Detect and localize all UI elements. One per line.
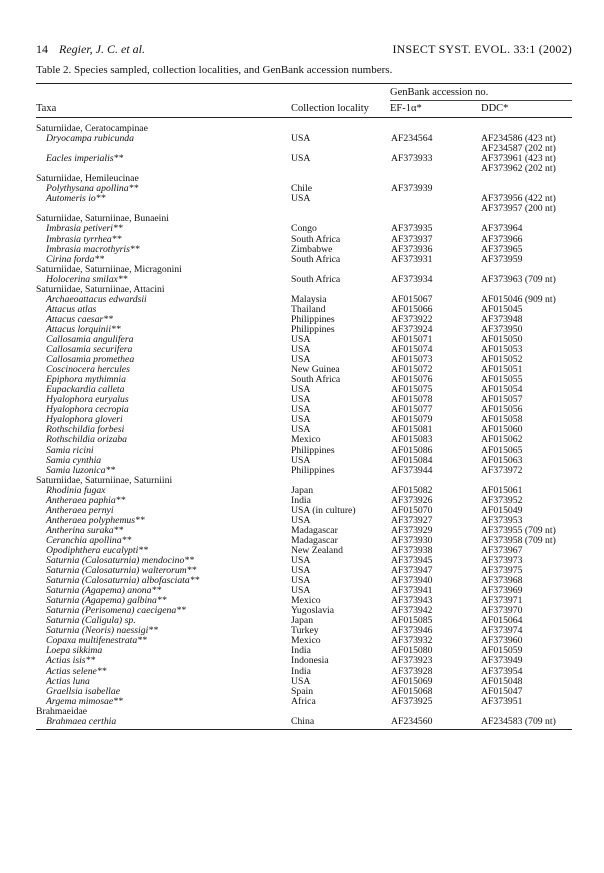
locality-cell: Mexico [291,635,321,647]
ef-accession-cell: AF373937 [391,233,433,245]
ddc-accession-cell: AF015063 [481,454,523,466]
ddc-accession-cell: AF373963 (709 nt) [481,273,556,285]
locality-cell: Philippines [291,464,335,476]
ddc-accession-cell: AF373951 [481,695,523,707]
ef-accession-cell: AF373939 [391,183,433,195]
ef-accession-cell: AF234560 [391,715,433,727]
ef-accession-cell: AF015079 [391,414,433,426]
ddc-accession-cell: AF373974 [481,625,523,637]
taxon-cell: Cirina forda** [46,253,105,265]
ddc-accession-cell: AF015061 [481,484,523,496]
locality-cell: USA [291,384,311,396]
taxon-cell: Polythysana apollina** [46,183,139,195]
locality-cell: USA [291,454,311,466]
locality-cell: USA [291,555,311,567]
ef-accession-cell: AF373946 [391,625,433,637]
ddc-accession-cell: AF015047 [481,685,523,697]
ef-accession-cell: AF373929 [391,524,433,536]
ddc-accession-cell: AF015065 [481,444,523,456]
ef-accession-cell: AF015069 [391,675,433,687]
locality-cell: India [291,494,311,506]
locality-cell: Madagascar [291,534,338,546]
taxon-cell: Callosamia angulifera [46,333,134,345]
column-header-taxa: Taxa [36,103,57,114]
ef-accession-cell: AF373942 [391,605,433,617]
ddc-accession-cell: AF015052 [481,354,523,366]
taxon-cell: Saturnia (Calosaturnia) mendocino** [46,555,194,567]
taxon-cell: Antheraea paphia** [46,494,126,506]
ef-accession-cell [391,164,481,174]
locality-cell: USA [291,133,311,145]
ef-accession-cell: AF015083 [391,434,433,446]
locality-cell: India [291,645,311,657]
locality-cell: USA [291,575,311,587]
ef-accession-cell: AF015071 [391,333,433,345]
taxon-cell: Saturnia (Agapema) anona** [46,585,162,597]
ddc-accession-cell: AF373971 [481,595,523,607]
locality-cell: Philippines [291,313,335,325]
ef-accession-cell: AF234564 [391,133,433,145]
ddc-accession-cell: AF373965 [481,243,523,255]
ddc-accession-cell: AF015055 [481,374,523,386]
locality-cell: USA [291,585,311,597]
locality-cell: Japan [291,615,314,627]
taxon-cell: Opodiphthera eucalypti** [46,544,148,556]
ef-accession-cell: AF373944 [391,464,433,476]
ef-accession-cell [391,204,481,214]
genbank-span-rule [390,100,572,101]
locality-cell: Turkey [291,625,319,637]
locality-cell: USA [291,344,311,356]
ef-accession-cell: AF373935 [391,223,433,235]
taxon-cell: Attacus lorquinii** [46,323,121,335]
group-name-cell: Saturniidae, Hemileucinae [36,173,139,185]
locality-cell: New Guinea [291,364,340,376]
locality-cell: Mexico [291,434,321,446]
ef-accession-cell: AF015074 [391,344,433,356]
ef-accession-cell: AF015085 [391,615,433,627]
locality-cell: USA [291,675,311,687]
ddc-accession-cell: AF373952 [481,494,523,506]
taxon-cell: Coscinocera hercules [46,364,130,376]
ddc-accession-cell: AF015059 [481,645,523,657]
taxon-cell: Attacus caesar** [46,313,113,325]
ef-accession-cell: AF015082 [391,484,433,496]
ef-accession-cell: AF373922 [391,313,433,325]
running-header-journal: INSECT SYST. EVOL. 33:1 (2002) [392,42,572,56]
table-row [36,697,572,707]
ef-accession-cell: AF373923 [391,655,433,667]
locality-cell: Philippines [291,444,335,456]
ddc-accession-cell: AF015062 [481,434,523,446]
running-header-left [36,42,145,57]
group-name-cell: Saturniidae, Ceratocampinae [36,123,148,134]
ddc-accession-cell: AF373973 [481,555,523,567]
group-name-cell: Saturniidae, Saturniinae, Bunaeini [36,213,169,225]
locality-cell: USA [291,514,311,526]
taxon-cell: Rhodinia fugax [46,484,106,496]
ef-accession-cell: AF015073 [391,354,433,366]
ddc-accession-cell: AF015057 [481,394,523,406]
taxon-cell: Samia ricini [46,444,94,456]
ef-accession-cell: AF373925 [391,695,433,707]
ddc-accession-cell: AF373964 [481,223,523,235]
ef-accession-cell: AF015086 [391,444,433,456]
column-header-locality: Collection locality [291,103,369,114]
ddc-accession-cell: AF373975 [481,565,523,577]
ddc-accession-cell: AF373950 [481,323,523,335]
ddc-accession-cell: AF373961 (423 nt) [481,153,556,165]
locality-cell: New Zealand [291,544,343,556]
group-name-cell: Brahmaeidae [36,705,88,717]
taxon-cell: Epiphora mythimnia [46,374,126,386]
taxon-cell: Saturnia (Perisomena) caecigena** [46,605,186,617]
locality-cell: USA [291,193,311,205]
ef-accession-cell: AF015067 [391,293,433,305]
ef-accession-cell: AF373932 [391,635,433,647]
locality-cell: India [291,665,311,677]
page-number: 14 [36,42,48,56]
locality-cell: Thailand [291,303,326,315]
ef-accession-cell: AF015076 [391,374,433,386]
ef-accession-cell: AF373926 [391,494,433,506]
locality-cell: South Africa [291,273,341,285]
locality-cell: USA (in culture) [291,504,356,516]
ddc-accession-cell: AF015051 [481,364,523,376]
ddc-accession-cell [481,174,572,184]
ddc-accession-cell: AF373948 [481,313,523,325]
locality-cell: USA [291,404,311,416]
taxon-cell: Samia cynthia [46,454,102,466]
ddc-accession-cell: AF373949 [481,655,523,667]
locality-cell: Indonesia [291,655,329,667]
ddc-accession-cell: AF373957 (200 nt) [481,203,556,215]
taxon-cell: Hyalophora gloveri [46,414,123,426]
table-top-rule [36,83,572,84]
taxon-cell: Rothschildia forbesi [46,424,125,436]
ef-accession-cell: AF015084 [391,454,433,466]
locality-cell [291,204,391,214]
locality-cell: Japan [291,484,314,496]
ef-accession-cell: AF373924 [391,323,433,335]
ef-accession-cell: AF373927 [391,514,433,526]
taxon-cell: Hyalophora cecropia [46,404,129,416]
ddc-accession-cell: AF373959 [481,253,523,265]
ddc-accession-cell: AF234583 (709 nt) [481,715,556,727]
ddc-accession-cell: AF015049 [481,504,523,516]
ef-accession-cell [391,194,481,204]
taxon-cell: Saturnia (Caligula) sp. [46,615,136,627]
taxon-cell: Saturnia (Calosaturnia) walterorum** [46,565,197,577]
ddc-accession-cell: AF373962 (202 nt) [481,163,556,175]
locality-cell: Zimbabwe [291,243,333,255]
ddc-accession-cell: AF015053 [481,344,523,356]
locality-cell: Africa [291,695,316,707]
ddc-accession-cell: AF373958 (709 nt) [481,534,556,546]
ef-accession-cell: AF373928 [391,665,433,677]
column-header-genbank: GenBank accession no. [390,87,489,98]
taxon-cell: Automeris io** [46,193,106,205]
taxon-cell: Eacles imperialis** [46,153,124,165]
ddc-accession-cell: AF015058 [481,414,523,426]
taxon-cell: Callosamia promethea [46,354,135,366]
ddc-accession-cell: AF015045 [481,303,523,315]
ddc-accession-cell: AF373968 [481,575,523,587]
taxon-cell: Dryocampa rubicunda [46,133,134,145]
species-table [36,124,572,727]
taxon-cell: Actias selene** [46,665,107,677]
species-table-body [36,124,572,727]
taxon-cell: Hyalophora euryalus [46,394,129,406]
locality-cell: USA [291,424,311,436]
taxon-cell: Copaxa multifenestrata** [46,635,147,647]
ddc-accession-cell: AF373956 (422 nt) [481,193,556,205]
ef-accession-cell: AF373933 [391,153,433,165]
taxon-cell: Callosamia securifera [46,344,133,356]
locality-cell: South Africa [291,253,341,265]
ef-accession-cell: AF373947 [391,565,433,577]
ddc-accession-cell: AF373955 (709 nt) [481,524,556,536]
ddc-accession-cell: AF234586 (423 nt) [481,133,556,145]
ddc-accession-cell: AF015056 [481,404,523,416]
taxon-cell: Actias isis** [46,655,96,667]
taxon-cell: Rothschildia orizaba [46,434,128,446]
locality-cell: USA [291,354,311,366]
locality-cell: South Africa [291,233,341,245]
ddc-accession-cell: AF015054 [481,384,523,396]
taxon-cell: Antheraea polyphemus** [46,514,145,526]
taxon-cell: Saturnia (Calosaturnia) albofasciata** [46,575,200,587]
running-header-authors: Regier, J. C. et al. [59,42,145,56]
ef-accession-cell: AF373943 [391,595,433,607]
table-bottom-rule [36,729,572,730]
column-header-ef: EF-1α* [390,103,422,114]
ddc-accession-cell: AF373954 [481,665,523,677]
taxon-cell: Samia luzonica** [46,464,116,476]
table-row [36,224,572,234]
taxon-cell: Attacus atlas [46,303,97,315]
ef-accession-cell: AF373940 [391,575,433,587]
ddc-accession-cell: AF373967 [481,544,523,556]
column-header-ddc: DDC* [481,103,509,114]
locality-cell: USA [291,565,311,577]
table-row [36,717,572,727]
locality-cell: Congo [291,223,317,235]
taxon-cell: Imbrasia tyrrhea** [46,233,122,245]
locality-cell: Mexico [291,595,321,607]
taxon-cell: Graellsia isabellae [46,685,120,697]
ddc-accession-cell: AF373960 [481,635,523,647]
locality-cell: Spain [291,685,314,697]
group-name-cell: Saturniidae, Saturniinae, Micragonini [36,263,182,275]
ddc-accession-cell: AF015060 [481,424,523,436]
taxon-cell: Argema mimosae** [46,695,123,707]
ddc-accession-cell: AF373972 [481,464,523,476]
locality-cell: Philippines [291,323,335,335]
group-name-cell: Saturniidae, Saturniinae, Attacini [36,283,165,295]
ddc-accession-cell: AF234587 (202 nt) [481,143,556,155]
taxon-cell: Saturnia (Neoris) naessigi** [46,625,158,637]
ef-accession-cell: AF373936 [391,243,433,255]
ef-accession-cell: AF015075 [391,384,433,396]
locality-cell: Chile [291,183,312,195]
ddc-accession-cell: AF373970 [481,605,523,617]
table-header-rule [36,117,572,118]
table-row [36,435,572,445]
locality-cell: South Africa [291,374,341,386]
locality-cell: Yugoslavia [291,605,335,617]
ddc-accession-cell: AF015050 [481,333,523,345]
ef-accession-cell: AF015077 [391,404,433,416]
ddc-accession-cell: AF373953 [481,514,523,526]
ddc-accession-cell: AF373966 [481,233,523,245]
taxon-cell: Brahmaea certhia [46,715,117,727]
ddc-accession-cell: AF015046 (909 nt) [481,293,556,305]
ef-accession-cell: AF015078 [391,394,433,406]
table-caption: Table 2. Species sampled, collection localities, and GenBank accession numbers. [36,64,393,76]
ef-accession-cell: AF373941 [391,585,433,597]
ef-accession-cell: AF373945 [391,555,433,567]
taxon-cell: Antherina suraka** [46,524,124,536]
locality-cell: China [291,715,315,727]
locality-cell: USA [291,414,311,426]
ef-accession-cell: AF373938 [391,544,433,556]
taxon-cell: Actias luna [46,675,90,687]
taxon-cell: Holocerina smilax** [46,273,128,285]
locality-cell: USA [291,333,311,345]
ef-accession-cell: AF015066 [391,303,433,315]
locality-cell: USA [291,153,311,165]
ddc-accession-cell: AF015048 [481,675,523,687]
ef-accession-cell: AF373934 [391,273,433,285]
group-name-cell: Saturniidae, Saturniinae, Saturniini [36,474,173,486]
ef-accession-cell: AF015080 [391,645,433,657]
taxon-cell: Imbrasia petiveri** [46,223,123,235]
locality-cell: Madagascar [291,524,338,536]
taxon-cell: Antheraea pernyi [46,504,114,516]
taxon-cell: Ceranchia apollina** [46,534,132,546]
ef-accession-cell: AF015068 [391,685,433,697]
ddc-accession-cell: AF015064 [481,615,523,627]
locality-cell: Malaysia [291,293,327,305]
ef-accession-cell: AF015072 [391,364,433,376]
taxon-cell: Eupackardia calleta [46,384,125,396]
taxon-cell: Loepa sikkima [46,645,103,657]
ef-accession-cell: AF373931 [391,253,433,265]
ef-accession-cell: AF373930 [391,534,433,546]
locality-cell: USA [291,394,311,406]
ef-accession-cell: AF015070 [391,504,433,516]
ddc-accession-cell: AF373969 [481,585,523,597]
taxon-cell: Archaeoattacus edwardsii [46,293,147,305]
taxon-cell: Saturnia (Agapema) galbina** [46,595,167,607]
ef-accession-cell: AF015081 [391,424,433,436]
taxon-cell: Imbrasia macrothyris** [46,243,140,255]
locality-cell [291,164,391,174]
